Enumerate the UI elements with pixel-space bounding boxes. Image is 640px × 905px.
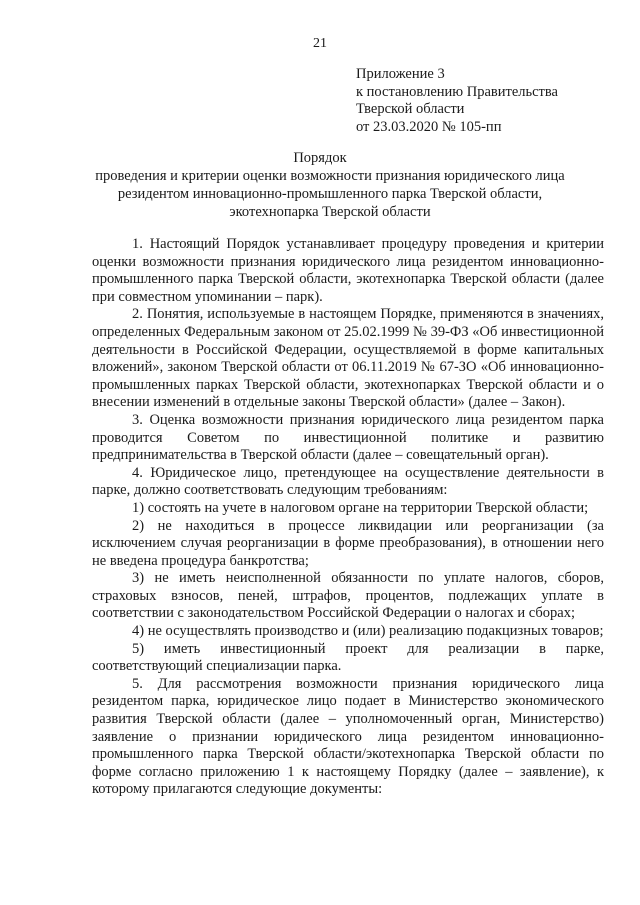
paragraph: 5. Для рассмотрения возможности признания юридического лица резидентом парка, юридическое лицо подает в Министерство экономического развития Тверской области (далее – уполномоченный орган, Министерство) заявление о признании юридического лица резидентом инновационно-промышленного парка Тверской области/экотехнопарка Тверской области по форме согласно приложению 1 к настоящему Порядку (далее – заявление), к которому прилагаются следующие документы: [92,675,604,798]
appendix-header [356,66,626,136]
list-item: 3) не иметь неисполненной обязанности по уплате налогов, сборов, страховых взносов, пеней, штрафов, процентов, подлежащих уплате в соответствии с законодательством Российской Федерации о налогах и сборах; [92,570,604,622]
appendix-line: от 23.03.2020 № 105-пп [356,118,502,135]
paragraph: 2. Понятия, используемые в настоящем Порядке, применяются в значениях, определенных Федеральным законом от 25.02.1999 № 39-ФЗ «Об инвестиционной деятельности в Российской Федерации, осуществляемой в форме капитальных вложений», законом Тверской области от 06.11.2019 № 67-ЗО «Об инновационно-промышленных парках Тверской области, экотехнопарках Тверской области и о внесении изменений в отдельные законы Тверской области» (далее – Закон). [92,306,604,411]
appendix-line: Тверской области [356,101,465,117]
document-body [92,236,604,799]
appendix-line: к постановлению Правительства [356,83,558,100]
appendix-line: Приложение 3 [356,66,445,82]
paragraph: 4. Юридическое лицо, претендующее на осуществление деятельности в парке, должно соответствовать следующим требованиям: [92,464,604,499]
list-item: 5) иметь инвестиционный проект для реализации в парке, соответствующий специализации парка. [92,640,604,675]
paragraph: 3. Оценка возможности признания юридического лица резидентом парка проводится Советом по инвестиционной политике и развитию предпринимательства в Тверской области (далее – совещательный орган). [92,411,604,464]
list-item: 2) не находиться в процессе ликвидации или реорганизации (за исключением случая реорганизации в форме преобразования), в отношении него не введена процедура банкротства; [92,517,604,569]
paragraph: 1. Настоящий Порядок устанавливает процедуру проведения и критерии оценки возможности признания юридического лица резидентом инновационно-промышленного парка Тверской области, экотехнопарка Тверской области (далее при совместном упоминании – парк). [92,236,604,305]
list-item: 4) не осуществлять производство и (или) реализацию подакцизных товаров; [132,623,604,640]
list-item: 1) состоять на учете в налоговом органе на территории Тверской области; [132,499,589,516]
document-subtitle: проведения и критерии оценки возможности признания юридического лица резидентом инновационно-промышленного парка Тверской области, экотехнопарка Тверской области [95,168,565,220]
document-title: Порядок [293,150,347,166]
page-number: 21 [313,36,327,51]
